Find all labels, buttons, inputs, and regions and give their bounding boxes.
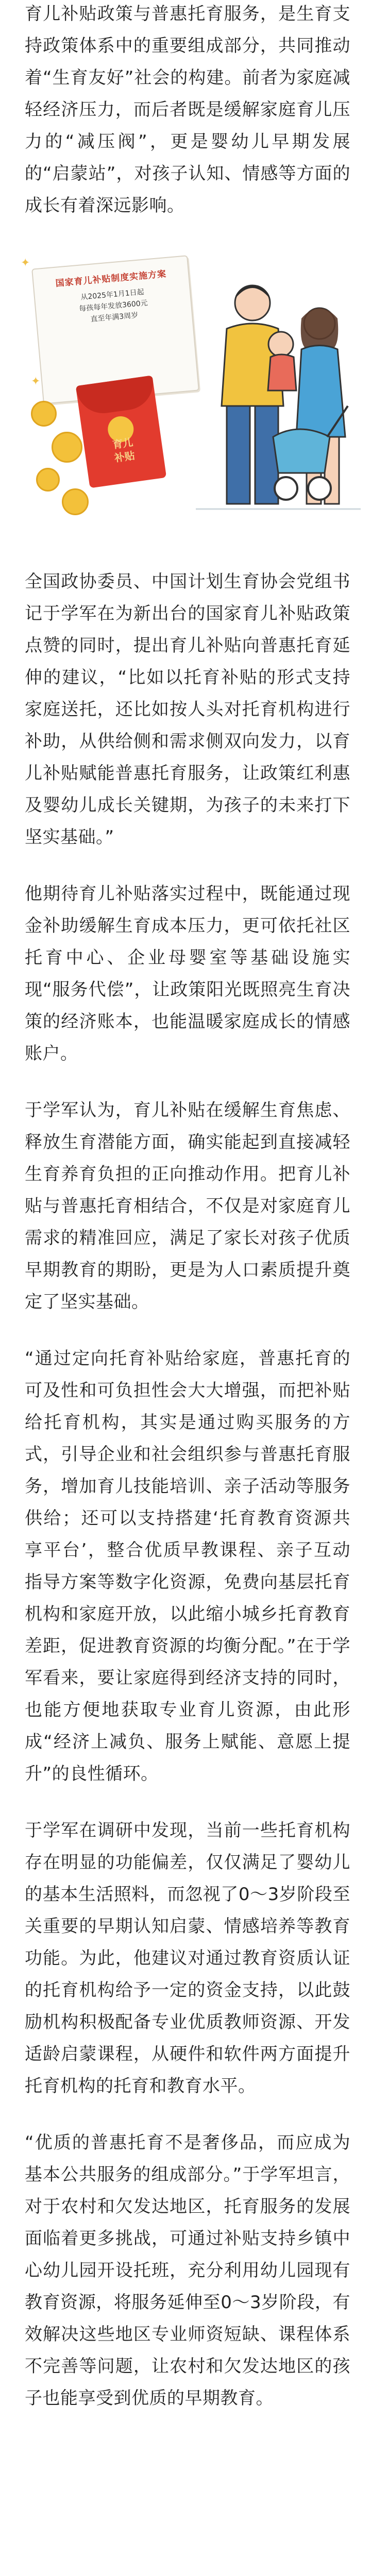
article-paragraph-3: 他期待育儿补贴落实过程中，既能通过现金补助缓解生育成本压力，更可依托社区托育中心、企业母婴室等基础设施实现“服务代偿”，让政策阳光既照亮生育决策的经济账本，也能温暖家庭成长的情感账户。 — [25, 884, 350, 1064]
coin-icon — [31, 401, 57, 427]
sparkle-icon: ✦ — [31, 375, 41, 388]
illustration-childcare-subsidy — [0, 246, 371, 535]
board-line: 直至年满3周岁 — [90, 311, 139, 324]
coin-icon — [36, 468, 60, 492]
article-paragraph-7: “优质的普惠托育不是奢侈品，而应成为基本公共服务的组成部分。”于学军坦言，对于农村和欠发达地区，托育服务的发展面临着更多挑战，可通过补贴支持乡镇中心幼儿园开设托班，充分利用幼儿园现有教育资源，将服务延伸至0～3岁阶段，有效解决这些地区专业师资短缺、课程体系不完善等问题，让农村和欠发达地区的孩子也能享受到优质的早期教育。 — [25, 2132, 350, 2409]
article-paragraph-4: 于学军认为，育儿补贴在缓解生育焦虑、释放生育潜能方面，确实能起到直接减轻生育养育负担的正向推动作用。把育儿补贴与普惠托育相结合，不仅是对家庭育儿需求的精准回应，满足了家长对孩子优质早期教育的期盼，更是为人口素质提升奠定了坚实基础。 — [25, 1100, 350, 1312]
board-line: 从2025年1月1日起 — [80, 287, 145, 302]
article-paragraph-2: 全国政协委员、中国计划生育协会党组书记于学军在为新出台的国家育儿补贴政策点赞的同时，提出育儿补贴向普惠托育延伸的建议，“比如以托育补贴的形式支持家庭送托，还比如按人头对托育机构进行补助，从供给侧和需求侧双向发力，以育儿补贴赋能普惠托育服务，让政策红利惠及婴幼儿成长关键期，为孩子的未来打下坚实基础。” — [25, 571, 350, 848]
family-with-stroller-illustration — [196, 267, 361, 524]
board-text — [44, 283, 183, 329]
article-paragraph-5: “通过定向托育补贴给家庭，普惠托育的可及性和可负担性会大大增强，而把补贴给托育机构，其实是通过购买服务的方式，引导企业和社会组织参与普惠托育服务，增加育儿技能培训、亲子活动等服务供给；还可以支持搭建‘托育教育资源共享平台’，整合优质早教课程、亲子互动指导方案等数字化资源，免费向基层托育机构和家庭开放，以此缩小城乡托育教育差距，促进教育资源的均衡分配。”在于学军看来，要让家庭得到经济支持的同时，也能方便地获取专业育儿资源，由此形成“经济上减负、服务上赋能、意愿上提升”的良性循环。 — [25, 1348, 350, 1784]
sparkle-icon: ✦ — [21, 257, 30, 269]
coin-icon — [62, 488, 89, 515]
article-paragraph-1: 育儿补贴政策与普惠托育服务，是生育支持政策体系中的重要组成部分，共同推动着“生育友好”社会的构建。前者为家庭减轻经济压力，而后者既是缓解家庭育儿压力的“减压阀”，更是婴幼儿早期发展的“启蒙站”，对孩子认知、情感等方面的成长有着深远影响。 — [25, 4, 350, 216]
board-title: 国家育儿补贴制度实施方案 — [55, 269, 167, 289]
board-line: 每孩每年发放3600元 — [78, 299, 148, 313]
article-paragraph-6: 于学军在调研中发现，当前一些托育机构存在明显的功能偏差，仅仅满足了婴幼儿的基本生活照料，而忽视了0～3岁阶段至关重要的早期认知启蒙、情感培养等教育功能。为此，他建议对通过教育资质认证的托育机构给予一定的资金支持，以此鼓励机构积极配备专业优质教师资源、开发适龄启蒙课程，从硬件和软件两方面提升托育机构的托育和教育水平。 — [25, 1820, 350, 2096]
envelope-label: 育儿 补贴 — [111, 436, 136, 465]
coin-icon — [52, 432, 82, 463]
red-envelope-icon — [76, 376, 166, 488]
